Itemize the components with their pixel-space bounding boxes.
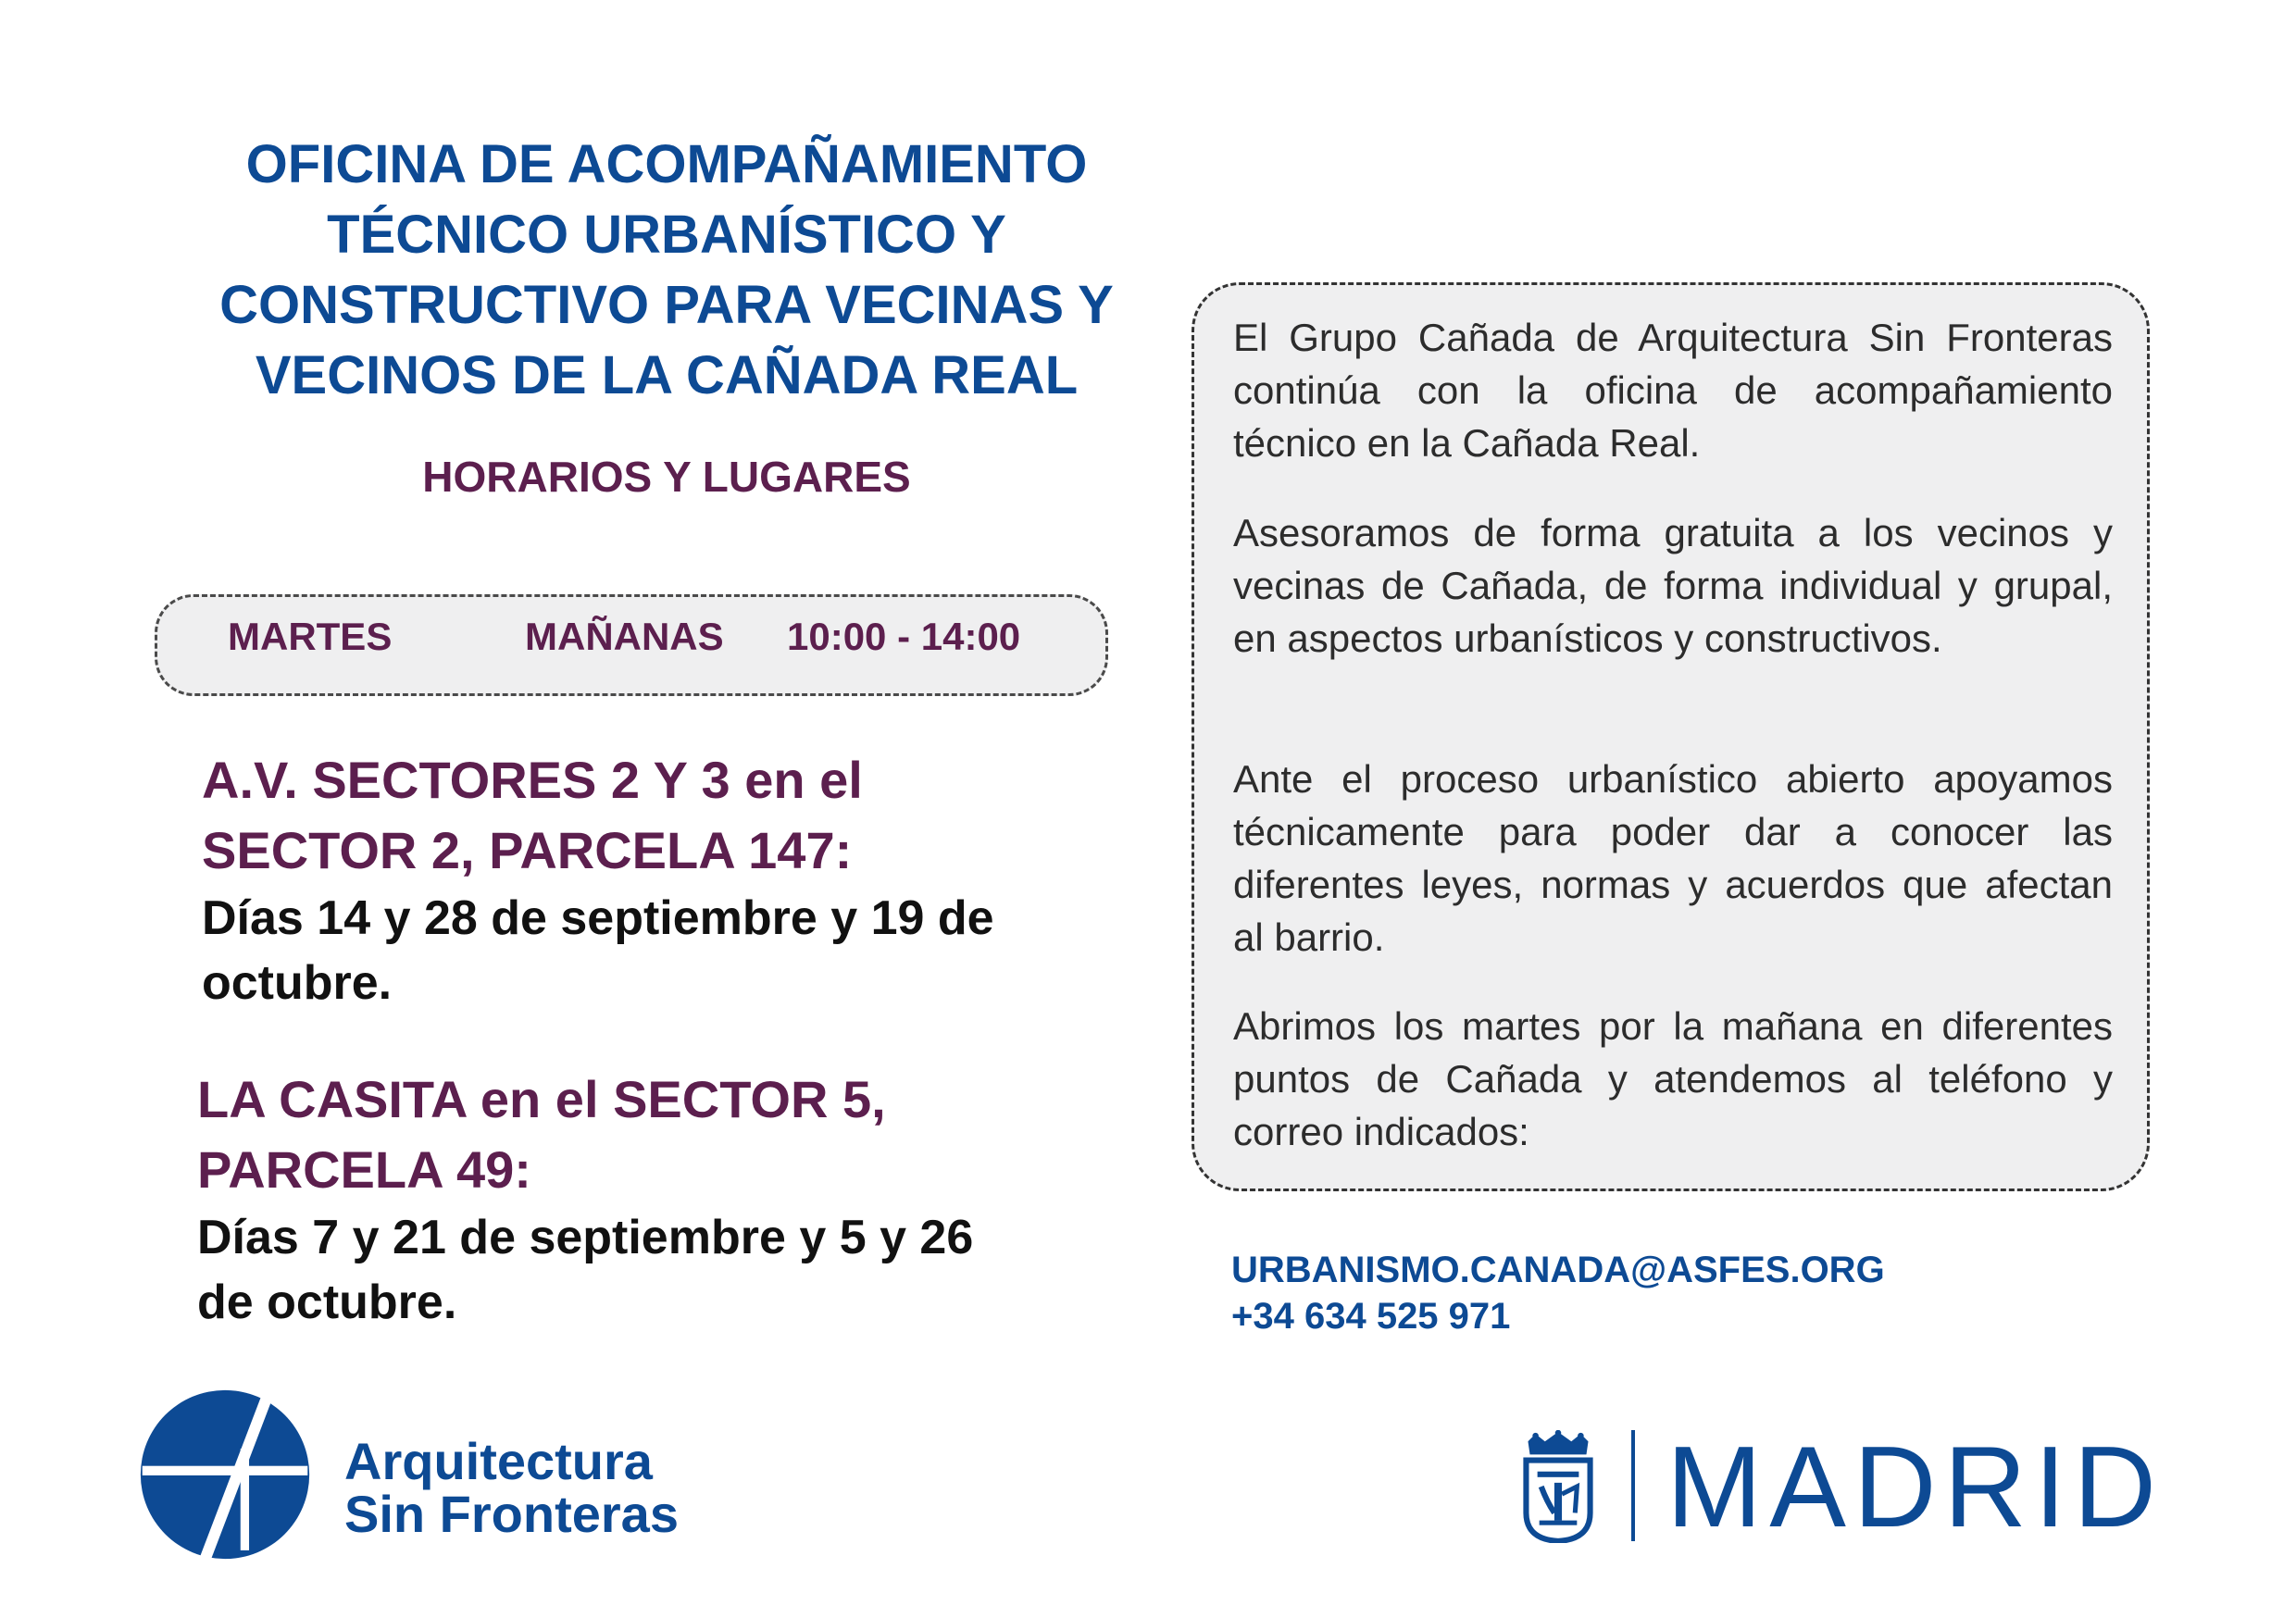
location-block: [202, 745, 994, 1015]
location-heading: LA CASITA en el SECTOR 5,: [197, 1070, 886, 1128]
asf-logo-text: Sin Fronteras: [344, 1485, 679, 1543]
title-line: TÉCNICO URBANÍSTICO Y: [327, 205, 1006, 265]
contact-phone[interactable]: +34 634 525 971: [1231, 1296, 1511, 1337]
location-dates: Días 7 y 21 de septiembre y 5 y 26: [197, 1211, 974, 1264]
logo-divider: [1631, 1430, 1635, 1541]
title-line: OFICINA DE ACOMPAÑAMIENTO: [245, 134, 1088, 194]
page-title: [167, 130, 1167, 411]
schedule-period: MAÑANAS: [525, 615, 724, 658]
location-dates: de octubre.: [197, 1276, 457, 1329]
asf-logo-text: Arquitectura: [344, 1432, 653, 1490]
madrid-logo-text: MADRID: [1666, 1424, 2165, 1551]
location-block: [197, 1064, 973, 1335]
madrid-coat-of-arms-icon: [1520, 1430, 1596, 1543]
schedule-hours: 10:00 - 14:00: [787, 615, 1021, 658]
location-heading: A.V. SECTORES 2 Y 3 en el: [202, 751, 863, 809]
location-dates: octubre.: [202, 956, 393, 1010]
contact-email[interactable]: URBANISMO.CANADA@ASFES.ORG: [1231, 1250, 1885, 1290]
info-paragraph: Asesoramos de forma gratuita a los vecinos y vecinas de Cañada, de forma individual y grupal, en aspectos urbanísticos y constructivos.: [1233, 511, 2113, 660]
info-paragraph: El Grupo Cañada de Arquitectura Sin Fronteras continúa con la oficina de acompañamiento técnico en la Cañada Real.: [1233, 316, 2113, 465]
title-line: VECINOS DE LA CAÑADA REAL: [255, 345, 1079, 405]
location-heading: PARCELA 49:: [197, 1140, 531, 1199]
title-line: CONSTRUCTIVO PARA VECINAS Y: [219, 275, 1114, 335]
asf-globe-logo-icon: [139, 1388, 311, 1561]
location-dates: Días 14 y 28 de septiembre y 19 de: [202, 891, 994, 945]
schedule-day: MARTES: [228, 615, 393, 658]
schedule-subtitle: HORARIOS Y LUGARES: [422, 453, 911, 501]
location-heading: SECTOR 2, PARCELA 147:: [202, 821, 853, 879]
info-paragraph: Abrimos los martes por la mañana en diferentes puntos de Cañada y atendemos al teléfono y correo indicados:: [1233, 1004, 2113, 1153]
info-paragraph: Ante el proceso urbanístico abierto apoyamos técnicamente para poder dar a conocer las diferentes leyes, normas y acuerdos que afectan al barrio.: [1233, 757, 2113, 959]
